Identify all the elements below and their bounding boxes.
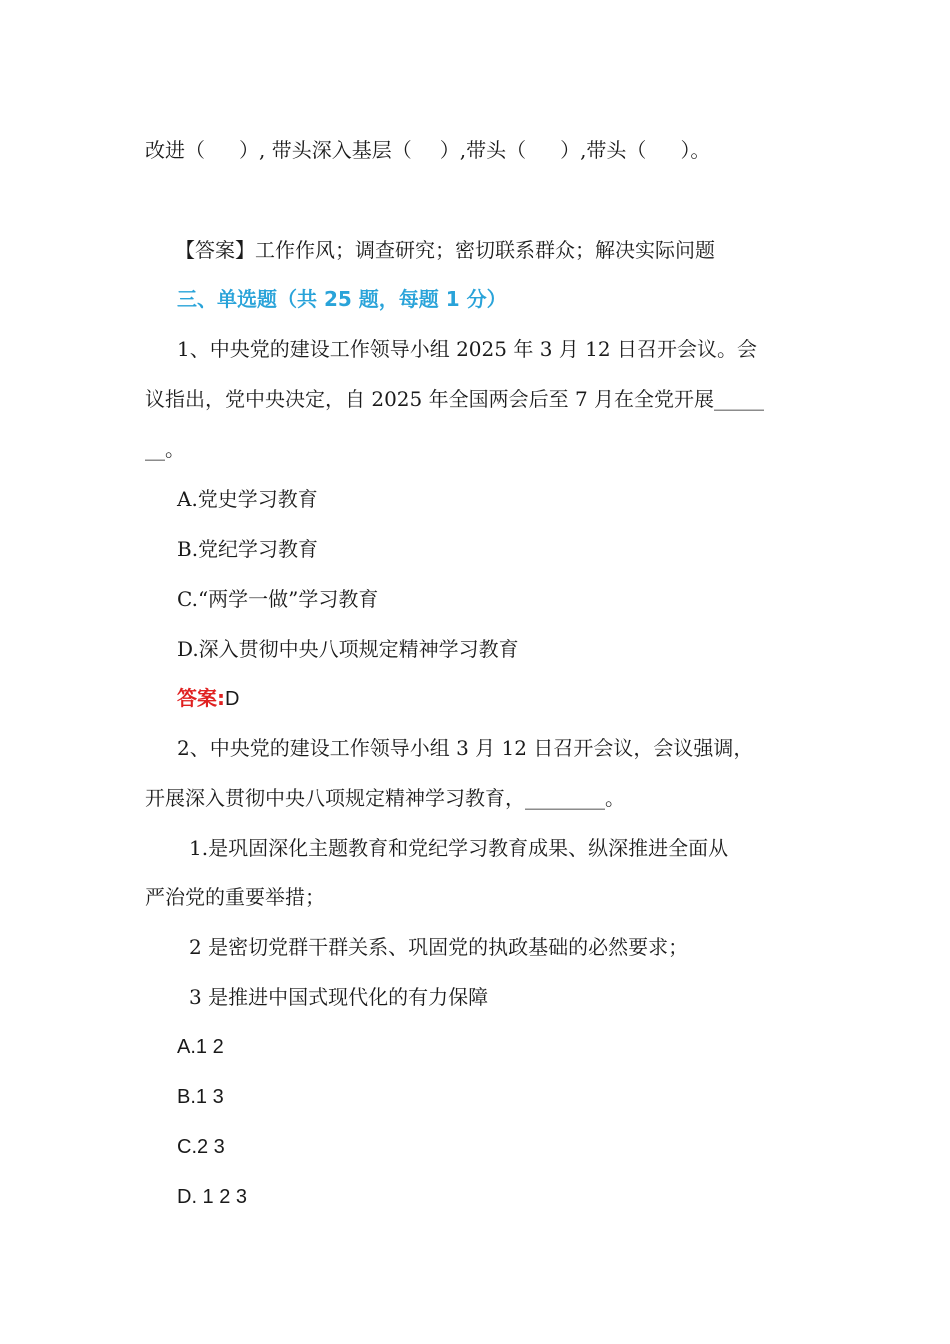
q1-option-a: A.党史学习教育 xyxy=(177,487,318,511)
q1-option-d: D.深入贯彻中央八项规定精神学习教育 xyxy=(177,637,519,661)
q2-item-1-line-2: 严治党的重要举措； xyxy=(145,885,325,909)
fill-blank-text-1: 改进（ xyxy=(145,138,205,162)
q1-answer xyxy=(177,684,239,713)
q2-text-line-1: 2、中央党的建设工作领导小组 3 月 12 日召开会议，会议强调， xyxy=(177,736,754,760)
section-heading: 三、单选题（共 25 题，每题 1 分） xyxy=(177,287,507,311)
q2-item-1-line-1: 1.是巩固深化主题教育和党纪学习教育成果、纵深推进全面从 xyxy=(189,836,729,860)
q1-option-b: B.党纪学习教育 xyxy=(177,537,319,561)
fill-blank-answer: 【答案】工作作风；调查研究；密切联系群众；解决实际问题 xyxy=(175,238,715,262)
q1-text-line-3: __。 xyxy=(145,437,185,461)
fill-blank-text-4: ）,带头（ xyxy=(560,138,647,162)
q2-item-2: 2 是密切党群干群关系、巩固党的执政基础的必然要求； xyxy=(189,935,689,959)
q1-option-c: C.“两学一做”学习教育 xyxy=(177,587,379,611)
q1-answer-label: 答案: xyxy=(177,686,225,710)
q2-text-line-2: 开展深入贯彻中央八项规定精神学习教育，________。 xyxy=(145,786,625,810)
q1-answer-value: D xyxy=(225,688,240,710)
q1-text-line-1: 1、中央党的建设工作领导小组 2025 年 3 月 12 日召开会议。会 xyxy=(177,337,757,361)
q2-item-3: 3 是推进中国式现代化的有力保障 xyxy=(189,985,489,1009)
fill-blank-text-2: ）, 带头深入基层（ xyxy=(239,138,412,162)
fill-blank-text-3: ）,带头（ xyxy=(439,138,527,162)
fill-blank-text-5: ）。 xyxy=(680,138,711,162)
q2-option-d: D. 1 2 3 xyxy=(177,1186,248,1208)
q2-option-b: B.1 3 xyxy=(177,1086,224,1108)
q2-option-a: A.1 2 xyxy=(177,1036,224,1058)
fill-blank-line xyxy=(145,136,710,164)
q1-text-line-2: 议指出，党中央决定，自 2025 年全国两会后至 7 月在全党开展_____ xyxy=(145,387,765,411)
q2-option-c: C.2 3 xyxy=(177,1136,225,1158)
